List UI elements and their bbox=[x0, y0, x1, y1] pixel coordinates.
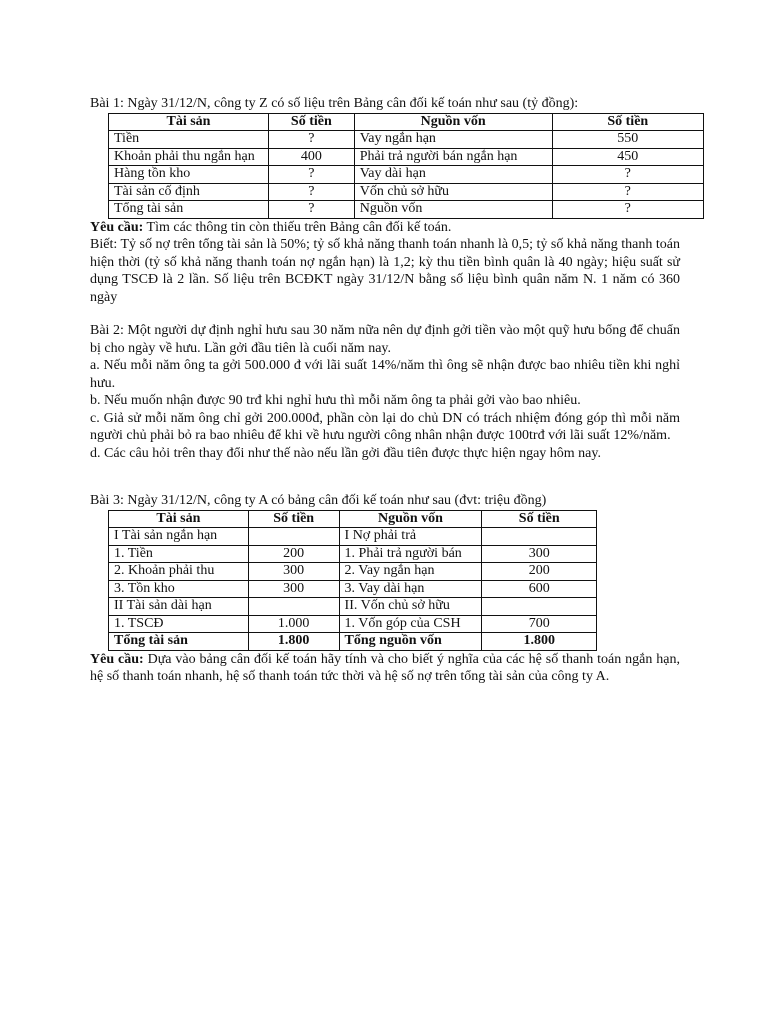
requirement-text: Dựa vào bảng cân đối kế toán hãy tính và cho biết ý nghĩa của các hệ số thanh toán ngắn hạn, hệ số thanh toán nhanh, hệ số thanh toán tức thời và hệ số nợ trên tổng tài sản của công ty A. bbox=[90, 651, 680, 684]
header-capital: Nguồn vốn bbox=[354, 113, 552, 131]
cell-asset: II Tài sản dài hạn bbox=[109, 598, 249, 616]
cell-asset: Hàng tồn kho bbox=[109, 166, 269, 184]
cell-capital: I Nợ phải trả bbox=[339, 528, 482, 546]
exercise-1-requirement bbox=[90, 219, 680, 237]
cell-total-capital: Tổng nguồn vốn bbox=[339, 633, 482, 651]
exercise-3-title: Bài 3: Ngày 31/12/N, công ty A có bảng cân đối kế toán như sau (đvt: triệu đồng) bbox=[90, 493, 547, 508]
cell-capital: 1. Phải trả người bán bbox=[339, 545, 482, 563]
cell-asset: Khoản phải thu ngắn hạn bbox=[109, 148, 269, 166]
cell-asset-amount bbox=[248, 528, 339, 546]
table-total-row bbox=[109, 633, 597, 651]
cell-asset: I Tài sản ngắn hạn bbox=[109, 528, 249, 546]
table-row bbox=[109, 528, 597, 546]
header-assets: Tài sản bbox=[109, 113, 269, 131]
cell-total-assets-amount: 1.800 bbox=[248, 633, 339, 651]
cell-asset-amount: ? bbox=[268, 166, 354, 184]
cell-asset-amount bbox=[248, 598, 339, 616]
cell-asset-amount: ? bbox=[268, 131, 354, 149]
header-amount: Số tiền bbox=[248, 510, 339, 528]
cell-capital-amount: 600 bbox=[482, 580, 597, 598]
balance-sheet-table-1 bbox=[108, 113, 704, 219]
requirement-text: Tìm các thông tin còn thiếu trên Bảng cân đối kế toán. bbox=[143, 219, 452, 235]
cell-asset-amount: 300 bbox=[248, 580, 339, 598]
cell-asset: 1. TSCĐ bbox=[109, 615, 249, 633]
exercise-2 bbox=[90, 322, 680, 462]
cell-capital-amount: 700 bbox=[482, 615, 597, 633]
cell-capital-amount: ? bbox=[552, 166, 703, 184]
table-row bbox=[109, 131, 704, 149]
table-row bbox=[109, 148, 704, 166]
cell-capital: 1. Vốn góp của CSH bbox=[339, 615, 482, 633]
cell-asset-amount: 1.000 bbox=[248, 615, 339, 633]
exercise-2-question-d: d. Các câu hỏi trên thay đổi như thế nào nếu lần gởi đầu tiên được thực hiện ngay hôm nay. bbox=[90, 445, 601, 461]
cell-asset: Tiền bbox=[109, 131, 269, 149]
table-row bbox=[109, 598, 597, 616]
table-row bbox=[109, 201, 704, 219]
cell-asset: 2. Khoản phải thu bbox=[109, 563, 249, 581]
cell-capital-amount: 200 bbox=[482, 563, 597, 581]
table-row bbox=[109, 166, 704, 184]
table-row bbox=[109, 580, 597, 598]
exercise-1-title: Bài 1: Ngày 31/12/N, công ty Z có số liệu trên Bảng cân đối kế toán như sau (tỷ đồng): bbox=[90, 96, 579, 111]
cell-capital: Vốn chủ sở hữu bbox=[354, 183, 552, 201]
header-amount: Số tiền bbox=[268, 113, 354, 131]
table-row bbox=[109, 183, 704, 201]
header-capital: Nguồn vốn bbox=[339, 510, 482, 528]
exercise-3 bbox=[90, 492, 680, 686]
cell-asset-amount: ? bbox=[268, 183, 354, 201]
cell-capital: Phải trả người bán ngắn hạn bbox=[354, 148, 552, 166]
cell-capital: 2. Vay ngắn hạn bbox=[339, 563, 482, 581]
cell-capital-amount: 300 bbox=[482, 545, 597, 563]
exercise-2-question-c: c. Giả sử mỗi năm ông chỉ gởi 200.000đ, phần còn lại do chủ DN có trách nhiệm đóng góp thì mỗi năm người chủ phải bỏ ra bao nhiêu để khi về hưu người công nhân nhận được 100trđ với lãi suất 12%/năm. bbox=[90, 410, 680, 443]
table-header-row bbox=[109, 113, 704, 131]
exercise-1 bbox=[90, 95, 680, 306]
cell-capital-amount bbox=[482, 598, 597, 616]
table-row bbox=[109, 563, 597, 581]
header-assets: Tài sản bbox=[109, 510, 249, 528]
table-row bbox=[109, 545, 597, 563]
cell-total-capital-amount: 1.800 bbox=[482, 633, 597, 651]
cell-capital-amount: 550 bbox=[552, 131, 703, 149]
table-header-row bbox=[109, 510, 597, 528]
cell-capital-amount: ? bbox=[552, 201, 703, 219]
cell-asset: 3. Tồn kho bbox=[109, 580, 249, 598]
cell-total-assets: Tổng tài sản bbox=[109, 633, 249, 651]
exercise-3-requirement bbox=[90, 651, 680, 686]
cell-asset-amount: ? bbox=[268, 201, 354, 219]
cell-asset-amount: 200 bbox=[248, 545, 339, 563]
cell-capital-amount: 450 bbox=[552, 148, 703, 166]
balance-sheet-table-3 bbox=[108, 510, 597, 651]
header-amount: Số tiền bbox=[482, 510, 597, 528]
cell-capital: II. Vốn chủ sở hữu bbox=[339, 598, 482, 616]
cell-capital: 3. Vay dài hạn bbox=[339, 580, 482, 598]
cell-capital: Nguồn vốn bbox=[354, 201, 552, 219]
cell-capital: Vay dài hạn bbox=[354, 166, 552, 184]
cell-capital: Vay ngắn hạn bbox=[354, 131, 552, 149]
cell-asset-amount: 300 bbox=[248, 563, 339, 581]
header-amount: Số tiền bbox=[552, 113, 703, 131]
cell-asset-amount: 400 bbox=[268, 148, 354, 166]
requirement-label: Yêu cầu: bbox=[90, 219, 144, 235]
exercise-2-intro: Bài 2: Một người dự định nghỉ hưu sau 30 năm nữa nên dự định gởi tiền vào một quỹ hưu bổng để chuẩn bị cho ngày về hưu. Lần gởi đầu tiên là cuối năm nay. bbox=[90, 323, 680, 356]
cell-asset: 1. Tiền bbox=[109, 545, 249, 563]
cell-asset: Tổng tài sản bbox=[109, 201, 269, 219]
exercise-2-question-a: a. Nếu mỗi năm ông ta gởi 500.000 đ với lãi suất 14%/năm thì ông sẽ nhận được bao nhiêu tiền khi nghỉ hưu. bbox=[90, 358, 680, 391]
cell-capital-amount bbox=[482, 528, 597, 546]
cell-capital-amount: ? bbox=[552, 183, 703, 201]
exercise-1-given: Biết: Tỷ số nợ trên tổng tài sản là 50%; tỷ số khả năng thanh toán nhanh là 0,5; tỷ số khả năng thanh toán hiện thời (tỷ số khả năng thanh toán nợ ngắn hạn) là 1,2; kỳ thu tiền bình quân là 40 ngày; hiệu suất sử dụng TSCĐ là 2 lần. Số liệu trên BCĐKT ngày 31/12/N bằng số liệu bình quân năm N. 1 năm có 360 ngày bbox=[90, 237, 680, 305]
table-row bbox=[109, 615, 597, 633]
exercise-2-question-b: b. Nếu muốn nhận được 90 trđ khi nghỉ hưu thì mỗi năm ông ta phải gởi vào bao nhiêu. bbox=[90, 393, 581, 408]
requirement-label: Yêu cầu: bbox=[90, 651, 144, 667]
cell-asset: Tài sản cố định bbox=[109, 183, 269, 201]
